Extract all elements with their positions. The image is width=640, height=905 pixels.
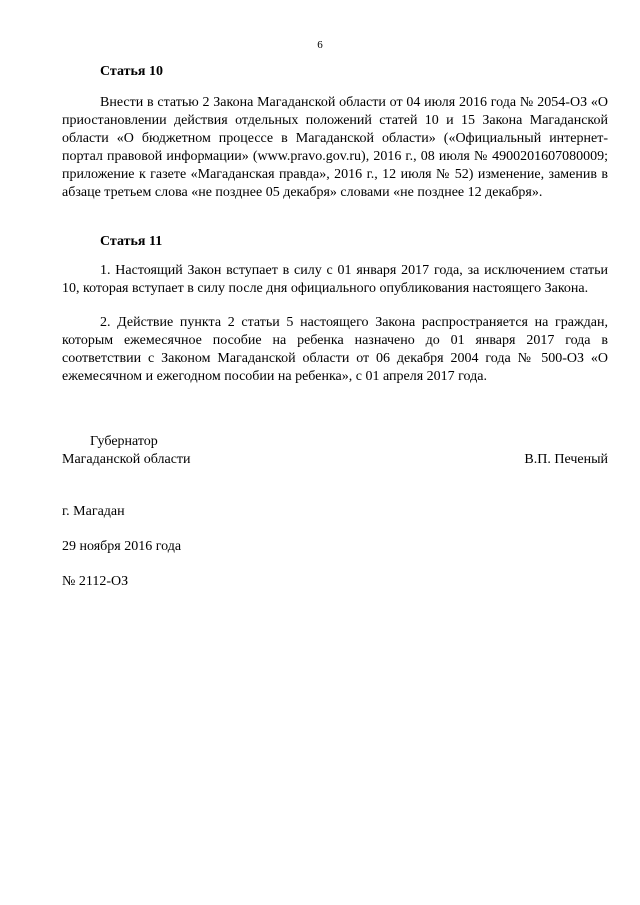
signing-place: г. Магадан — [62, 504, 125, 519]
signature-position-line-2: Магаданской области — [62, 452, 191, 467]
signing-date: 29 ноября 2016 года — [62, 539, 182, 554]
signature-position-line-1: Губернатор — [90, 434, 158, 449]
page-number: 6 — [317, 39, 323, 51]
article-11-title: Статья 11 — [100, 234, 163, 249]
law-number: № 2112-ОЗ — [62, 574, 129, 589]
article-10-text: Внести в статью 2 Закона Магаданской области от 04 июля 2016 года № 2054-ОЗ «О приостановлении действия отдельных положений статей 10 и 15 Закона Магаданской области «О бюджетном процессе в Магаданской области» («Официальный интернет-портал правовой информации» (www.pravo.gov.ru), 2016 г., 08 июля № 4900201607080009; приложение к газете «Магаданская правда», 2016 г., 12 июля № 52) изменение, заменив в абзаце третьем слова «не позднее 05 декабря» словами «не позднее 12 декабря». — [62, 95, 608, 200]
article-11-item-2: 2. Действие пункта 2 статьи 5 настоящего Закона распространяется на граждан, которым ежемесячное пособие на ребенка назначено до 01 января 2017 года в соответствии с Законом Магаданской области от 06 декабря 2004 года № 500-ОЗ «О ежемесячном и ежегодном пособии на ребенка», с 01 апреля 2017 года. — [62, 315, 608, 384]
article-10-title: Статья 10 — [100, 64, 163, 79]
signature-name: В.П. Печеный — [524, 452, 608, 467]
article-11-item-1: 1. Настоящий Закон вступает в силу с 01 января 2017 года, за исключением статьи 10, которая вступает в силу после дня официального опубликования настоящего Закона. — [62, 263, 608, 296]
